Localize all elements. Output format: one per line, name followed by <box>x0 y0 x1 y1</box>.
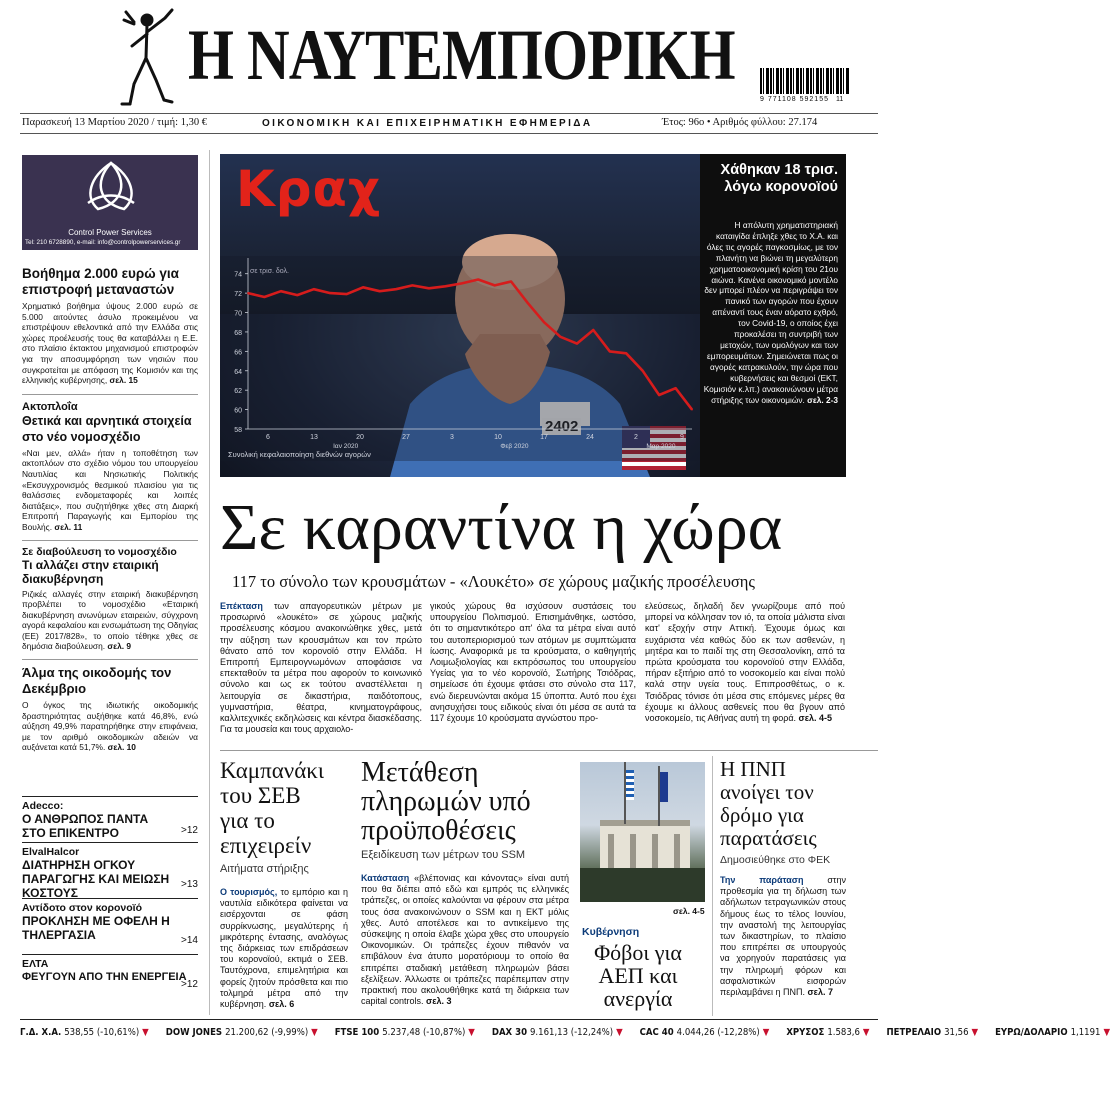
chart-point <box>428 287 430 289</box>
logo-hermes <box>120 6 176 108</box>
chart-y-tick-label: 60 <box>234 407 242 415</box>
ad-banner[interactable] <box>22 155 198 250</box>
lead-column-3 <box>645 601 845 724</box>
chart-point <box>625 352 627 354</box>
box-elvalhalcor[interactable] <box>22 842 198 898</box>
story-payments[interactable] <box>361 758 569 1007</box>
story-kicker: Ακτοπλοΐα <box>22 400 78 413</box>
masthead-title: Η ΝΑΥΤΕΜΠΟΡΙΚΗ <box>188 15 735 95</box>
box-adecco[interactable] <box>22 796 198 842</box>
story-body: «Ναι μεν, αλλά» ήταν η τοποθέτηση των ακτοπλόων στο σχέδιο νόμου του υπουργείου Ναυτιλίας και Νησιωτικής Πολιτικής «Εκσυγχρονισμός θεσμικού πλαισίου για τις θαλάσσιες ενδομεταφορές και λοιπές διατάξεις», που συζητήθηκε χθες στη Διαρκή Επιτροπή Παραγωγής και Εμπορίου της Βουλής. <box>22 447 198 532</box>
story-dropin: Ο τουρισμός, <box>220 887 278 897</box>
story-headline: Μετάθεση πληρωμών υπό προϋποθέσεις <box>361 757 531 846</box>
lead-col3-text: ελεύσεως, δηλαδή δεν γνωρίζουμε από πού μπορεί να κόλλησαν τον ιό, τα οποία μάλιστα είναι κατ' εξοχήν στην Αττική. Έχουμε όμως και ευχάριστα νέα καθώς δύο εκ των ασθενών, η μητέρα και το παιδί της στη Θεσσαλονίκη, από τα πρώτα κρούσματα του κορονοϊού στην Ελλάδα, πήραν εξιτήριο από το νοσοκομείο και είναι πολύ καλά στην υγεία τους. Επιπροσθέτως, ο κ. Τσιόδρας τόνισε ότι μέσα στις επόμενες μέρες θα έχουμε κι άλλους ασθενείς που θα βγουν από νοσοκομείο, τις Αθήνας αυτή τη φορά. <box>645 601 845 724</box>
chart-point <box>362 286 364 288</box>
chart-y-tick-label: 64 <box>234 368 242 376</box>
lead-column-1 <box>220 601 422 735</box>
ticker-item: FTSE 100 5.237,48 (-10,87%) ▼ <box>334 1027 475 1038</box>
chart-y-tick-label: 62 <box>234 388 242 396</box>
story-gdp[interactable] <box>582 926 702 1010</box>
page-ref: >14 <box>181 935 198 946</box>
chart-point <box>280 290 282 292</box>
down-arrow-icon: ▼ <box>971 1027 979 1038</box>
ticker-item: DOW JONES 21.200,62 (-9,99%) ▼ <box>165 1027 318 1038</box>
masthead-rule-bottom <box>20 133 878 134</box>
chart-point <box>691 409 693 411</box>
story-dropin: Κατάσταση <box>361 873 410 883</box>
main-headline[interactable]: Σε καραντίνα η χώρα <box>220 491 783 564</box>
story-pnp[interactable] <box>720 758 846 998</box>
chart-point <box>313 288 315 290</box>
column-divider <box>209 150 210 1015</box>
chart-panel <box>220 256 700 461</box>
story-kicker: Σε διαβούλευση το νομοσχέδιο <box>22 545 177 558</box>
chart-x-tick-label: 10 <box>494 434 502 441</box>
chart-point <box>642 370 644 372</box>
maximos-photo <box>580 762 705 902</box>
story-kicker: Κυβέρνηση <box>582 926 640 938</box>
page-ref: >12 <box>181 979 198 990</box>
down-arrow-icon: ▼ <box>862 1027 870 1038</box>
box-elta[interactable] <box>22 954 198 998</box>
sidebar-story-governance[interactable] <box>22 546 198 653</box>
story-headline: Τι αλλάζει στην εταιρική διακυβέρνηση <box>22 557 159 586</box>
flag-eu <box>660 772 668 802</box>
story-body: Ριζικές αλλαγές στην εταιρική διακυβέρνηση προβλέπει το νομοσχέδιο «Εταιρική διακυβέρνηση ανωνύμων εταιρειών, σύγχρονη αγορά κεφαλαίου και ενσωμάτωση της Οδηγίας (ΕΕ) 2017/828», το οποίο τέθηκε χθες σε δημόσια διαβούλευση. <box>22 588 198 652</box>
chart-y-tick-label: 68 <box>234 329 242 337</box>
chart-point <box>329 292 331 294</box>
chart-point <box>477 279 479 281</box>
story-headline: Άλμα της οικοδομής τον Δεκέμβριο <box>22 665 172 697</box>
sidebar-divider <box>22 394 198 395</box>
chart-x-tick-label: 17 <box>540 434 548 441</box>
chart-point <box>444 285 446 287</box>
lead-col2-text: γικούς χώρους θα ισχύσουν συστάσεις του υπουργείου Πολιτισμού. Επισημάνθηκε, ωστόσο, ότι το σημαντικότερο απ' όλα τα μέτρα είναι αυτό του αυτοπεριορισμού των ατόμων με συμπτώματα ίωσης. Αναφορικά με τα κρούσματα, ο καθηγητής Λοιμωξιολογίας και εκπρόσωπος του υπουργείου Υγείας για το νέο κορονοϊό, Σωτήρης Τσιόδρας, σημείωσε ότι έχουμε φτάσει στο σύνολο στα 117, ενώ διερευνώνται ακόμα 15 ύποπτα. Αυτό που έχει ανησυχήσει τους ειδικούς είναι ότι μέσα σε αυτά τα 117 έχουμε 10 κρούσματα αγνώστου προ- <box>430 601 636 724</box>
masthead-rule-top <box>20 113 878 114</box>
gdp-photo-ref: σελ. 4-5 <box>673 906 705 916</box>
main-subheadline: 117 το σύνολο των κρουσμάτων - «Λουκέτο» σε χώρους μαζικής προσέλευσης <box>232 572 755 591</box>
story-headline: Η ΠΝΠ ανοίγει τον δρόμο για παρατάσεις <box>720 757 817 850</box>
chart-point <box>560 336 562 338</box>
page-ref: σελ. 15 <box>109 375 138 386</box>
sidebar-divider <box>22 540 198 541</box>
story-sev[interactable] <box>220 758 348 1010</box>
page-ref: >12 <box>181 825 198 836</box>
box-telework[interactable] <box>22 898 198 954</box>
chart-point <box>592 329 594 331</box>
box-title: ΔΙΑΤΗΡΗΣΗ ΟΓΚΟΥ ΠΑΡΑΓΩΓΗΣ ΚΑΙ ΜΕΙΩΣΗ ΚΟΣΤΟΥΣ <box>22 858 170 900</box>
chart-y-tick-label: 66 <box>234 349 242 357</box>
page-ref: σελ. 7 <box>807 987 833 998</box>
chart-month-label: Μαρ 2020 <box>646 443 676 450</box>
chart-x-tick-label: 6 <box>266 434 270 441</box>
lead-column-2 <box>430 601 636 724</box>
tagline: ΟΙΚΟΝΟΜΙΚΗ ΚΑΙ ΕΠΙΧΕΙΡΗΜΑΤΙΚΗ ΕΦΗΜΕΡΙΔΑ <box>262 118 593 129</box>
ticker-item: ΕΥΡΩ/ΔΟΛΑΡΙΟ 1,1191 ▼ <box>995 1027 1110 1038</box>
blurb-body: Η απόλυτη χρηματιστηριακή καταιγίδα έπληξε χθες το Χ.Α. και όλες τις αγορές παγκοσμίως, με τον πλανήτη να βιώνει τη μεγαλύτερη χρηματοοικονομική κρίση του 21ου αιώνα. Κανένα οικονομικό μοντέλο δεν μπορεί πλέον να περιγράψει τον πανικό των αγορών που έχουν απέναντί τους έναν αόρατο εχθρό, τον Covid-19, ο οποίος έχει προκαλέσει τη συντριβή των μετοχών, των ομολόγων και των εμπορευμάτων. Σημειώνεται πως οι αγορές κατρακυλούν, την ώρα που κυβερνήσεις και θεσμοί (ΕΚΤ, Κομισιόν κ.λπ.) ανακοινώνουν μέτρα στήριξης των οικονομιών. <box>703 220 838 405</box>
chart-point <box>247 292 249 294</box>
ad-company: Control Power Services <box>68 228 152 237</box>
chart-month-label: Ιαν 2020 <box>333 443 359 450</box>
chart-point <box>543 321 545 323</box>
sidebar-story-migrants[interactable] <box>22 266 198 386</box>
ticker-item: CAC 40 4.044,26 (-12,28%) ▼ <box>639 1027 770 1038</box>
page-ref: σελ. 4-5 <box>798 713 832 724</box>
story-body: Ο όγκος της ιδιωτικής οικοδομικής δραστηριότητας αυξήθηκε κατά 46,8%, ενώ αύξηση 49,9% παρατηρήθηκε στην επιφάνεια, με τον αριθμό οικοδομικών αδειών να αυξάνεται κατά 51,7%. <box>22 700 198 753</box>
krach-overlay-title: Κραχ <box>236 160 382 218</box>
page-ref: σελ. 9 <box>107 641 132 652</box>
down-arrow-icon: ▼ <box>468 1027 475 1038</box>
story-body: το εμπόριο και η ναυτιλία ειδικότερα φαίνεται να εισέρχονται σε φάση συρρίκνωσης, μεγαλύτερης ή μικρότερης έντασης, αναλόγως της διάρκειας των επιδράσεων του κορονοϊού, εκτιμά ο ΣΕΒ. Ταυτόχρονα, επιμελητήρια και φορείς ζητούν πρόσθετα και πιο τολμηρά μέτρα από την κυβέρνηση. <box>220 887 348 1010</box>
ticker-item: ΧΡΥΣΟΣ 1.583,6 ▼ <box>786 1027 870 1038</box>
lead-dropin: Επέκταση <box>220 601 263 611</box>
chart-x-tick-label: 27 <box>402 434 410 441</box>
chart-x-tick-label: 24 <box>586 434 594 441</box>
box-title: Ο ΑΝΘΡΩΠΟΣ ΠΑΝΤΑ ΣΤΟ ΕΠΙΚΕΝΤΡΟ <box>22 812 149 840</box>
story-headline: Καμπανάκι του ΣΕΒ για το επιχειρείν <box>220 758 325 858</box>
down-arrow-icon: ▼ <box>616 1027 623 1038</box>
issue-number: Έτος: 96ο • Αριθμός φύλλου: 27.174 <box>662 117 818 128</box>
story-body: «βλέπονιας και κάνοντας» είναι αυτή που θα διέπει από εδώ και εμπρός τις ελληνικές τράπεζες, οι οποίες καλούνται να φέρουν στα μέτρα τους όσα ανακοινώνουν ο SSM και η ΕΚΤ μόλις χθες. Αυτό αποτέλεσε και το αντικείμενο της σύσκεψης η οποία έλαβε χώρα χθες στο υπουργείο Οικονομικών. Οι τράπεζες έχουν πιθανόν να επιβάλουν ένα άτυπο μορατόριουμ το οποίο θα επιτρέπει σταδιακή μετάθεση πληρωμών βάσει εξελίξεων. Άλλωστε οι τράπεζες παρέπεμπαν στην πρακτική που ακολουθήθηκε κατά τη διάρκεια των capital controls. <box>361 873 569 1007</box>
page-ref: σελ. 11 <box>54 521 83 532</box>
box-title: ΦΕΥΓΟΥΝ ΑΠΟ ΤΗΝ ΕΝΕΡΓΕΙΑ <box>22 971 187 983</box>
chart-point <box>379 290 381 292</box>
chart-point <box>658 394 660 396</box>
chart-x-tick-label: 13 <box>310 434 318 441</box>
story-dropin: Την παράταση <box>720 875 804 885</box>
page-ref: σελ. 2-3 <box>807 394 838 405</box>
chart-point <box>510 281 512 283</box>
page-ref: σελ. 10 <box>107 742 136 753</box>
chart-y-tick-label: 70 <box>234 310 242 318</box>
box-company: Αντίδοτο στον κορονοϊό <box>22 902 143 914</box>
chart-point <box>461 283 463 285</box>
ticker-item: Γ.Δ. Χ.Α. 538,55 (-10,61%) ▼ <box>20 1027 149 1038</box>
sidebar-boxes <box>22 796 198 998</box>
page-ref: σελ. 3 <box>426 996 452 1007</box>
ticker-item: DAX 30 9.161,13 (-12,24%) ▼ <box>491 1027 623 1038</box>
chart-month-label: Φεβ 2020 <box>500 443 529 450</box>
chart-point <box>346 293 348 295</box>
down-arrow-icon: ▼ <box>762 1027 770 1038</box>
chart-point <box>609 350 611 352</box>
box-company: ΕΛΤΑ <box>22 958 49 970</box>
blurb-headline: Χάθηκαν 18 τρισ. λόγω κορονοϊού <box>720 162 838 195</box>
chart-unit: σε τρισ. δολ. <box>250 268 289 275</box>
box-title: ΠΡΟΚΛΗΣΗ ΜΕ ΟΦΕΛΗ Η ΤΗΛΕΡΓΑΣΙΑ <box>22 914 170 942</box>
chart-x-tick-label: 20 <box>356 434 364 441</box>
story-body: στην προθεσμία για τη δήλωση των αδήλωτων τετραγωνικών στους δήμους έως το τέλος Ιουνίου, την αναστολή της λειτουργίας των δικαστηρίων, το πλαίσιο που επιτρέπει σε υπουργούς να χορηγούν παρατάσεις για την πληρωμή φόρων και ασφαλιστικών εισφορών περιλαμβάνει η ΠΝΠ. <box>720 875 846 998</box>
market-ticker <box>20 1027 1110 1038</box>
lead-bottom-rule <box>220 750 878 751</box>
chart-point <box>296 294 298 296</box>
flag-gr <box>626 770 634 800</box>
ticker-item: ΠΕΤΡΕΛΑΙΟ 31,56 ▼ <box>886 1027 979 1038</box>
page-ref: >13 <box>181 879 198 890</box>
sidebar-divider <box>22 659 198 660</box>
box-company: Adecco: <box>22 800 64 812</box>
chart-x-tick-label: 2 <box>634 434 638 441</box>
story-subhead: Δημοσιεύθηκε στο ΦΕΚ <box>720 854 831 866</box>
barcode-number: 9 771108 592155 <box>760 96 829 103</box>
story-headline: Θετικά και αρνητικά στοιχεία στο νέο νομοσχέδιο <box>22 413 192 444</box>
story-subhead: Εξειδίκευση των μέτρων του SSM <box>361 849 526 861</box>
triquetra-icon <box>80 159 142 217</box>
box-company: ElvalHalcor <box>22 846 80 858</box>
chart-point <box>494 284 496 286</box>
crash-blurb[interactable] <box>700 154 846 477</box>
sidebar-story-construction[interactable] <box>22 665 198 753</box>
down-arrow-icon: ▼ <box>1103 1027 1110 1038</box>
date-price: Παρασκευή 13 Μαρτίου 2020 / τιμή: 1,30 € <box>22 117 207 128</box>
barcode <box>760 68 850 94</box>
ticker-rule <box>20 1019 878 1020</box>
ad-contact: Tel: 210 6728890, e-mail: info@controlpowerservices.gr <box>25 239 181 246</box>
down-arrow-icon: ▼ <box>142 1027 149 1038</box>
chart-point <box>264 296 266 298</box>
chart-y-tick-label: 72 <box>234 291 242 299</box>
chart-y-tick-label: 74 <box>234 271 242 279</box>
down-arrow-icon: ▼ <box>311 1027 318 1038</box>
chart-point <box>412 284 414 286</box>
lead-photo <box>220 154 700 477</box>
chart-point <box>527 302 529 304</box>
chart-point <box>395 288 397 290</box>
lead-col1-text: των απαγορευτικών μέτρων με προσωρινό «λουκέτο» σε χώρους μαζικής προσέλευσης κόσμου ανακοινώθηκε χθες, μετά την αύξηση των κρουσμάτων και τον πρώτο θάνατο από τον κορονοϊό στην Ελλάδα. Η Επιτροπή Εμπειρογνωμόνων αποφάσισε να επεκταθούν τα μέτρα που αφορούν το κοινωνικό σύνολο και ως εκ τούτου αναστέλλεται η λειτουργία σε δικαστήρια, παιδότοπους, γυμναστήρια, θέατρα, κινηματογράφους, καλλιτεχνικές εκδηλώσεις και κέντρα διασκέδασης. Για τα μουσεία και τους αρχαιολο- <box>220 601 422 735</box>
chart-point <box>675 387 677 389</box>
chart-x-tick-label: 9 <box>680 434 684 441</box>
chart-x-tick-label: 3 <box>450 434 454 441</box>
chart-caption: Συνολική κεφαλαιοποίηση διεθνών αγορών <box>228 450 371 459</box>
chart-point <box>576 343 578 345</box>
column-divider <box>712 756 713 1016</box>
story-subhead: Αιτήματα στήριξης <box>220 863 309 875</box>
sidebar <box>22 266 198 753</box>
chart-y-tick-label: 58 <box>234 427 242 434</box>
story-headline: Φόβοι για ΑΕΠ και ανεργία <box>594 940 682 1011</box>
story-body: Χρηματικό βοήθημα ύψους 2.000 ευρώ σε 5.000 αιτούντες άσυλο προκειμένου να επιστρέψουν εθελοντικά από την Ελλάδα στις χώρες προέλευσής τους θα καταβάλλει η Ε.Ε. στο πλαίσιο έκτακτου μηχανισμού επιστροφών για την αποσυμφόρηση των νησιών που συγκροτείται με απόφαση της Κομισιόν και της ελληνικής κυβέρνησης, <box>22 301 198 386</box>
barcode-addon: 11 <box>836 96 844 103</box>
sidebar-story-ferries[interactable] <box>22 401 198 533</box>
page-ref: σελ. 6 <box>268 999 295 1010</box>
story-headline: Βοήθημα 2.000 ευρώ για επιστροφή μεταναστών <box>22 266 179 297</box>
